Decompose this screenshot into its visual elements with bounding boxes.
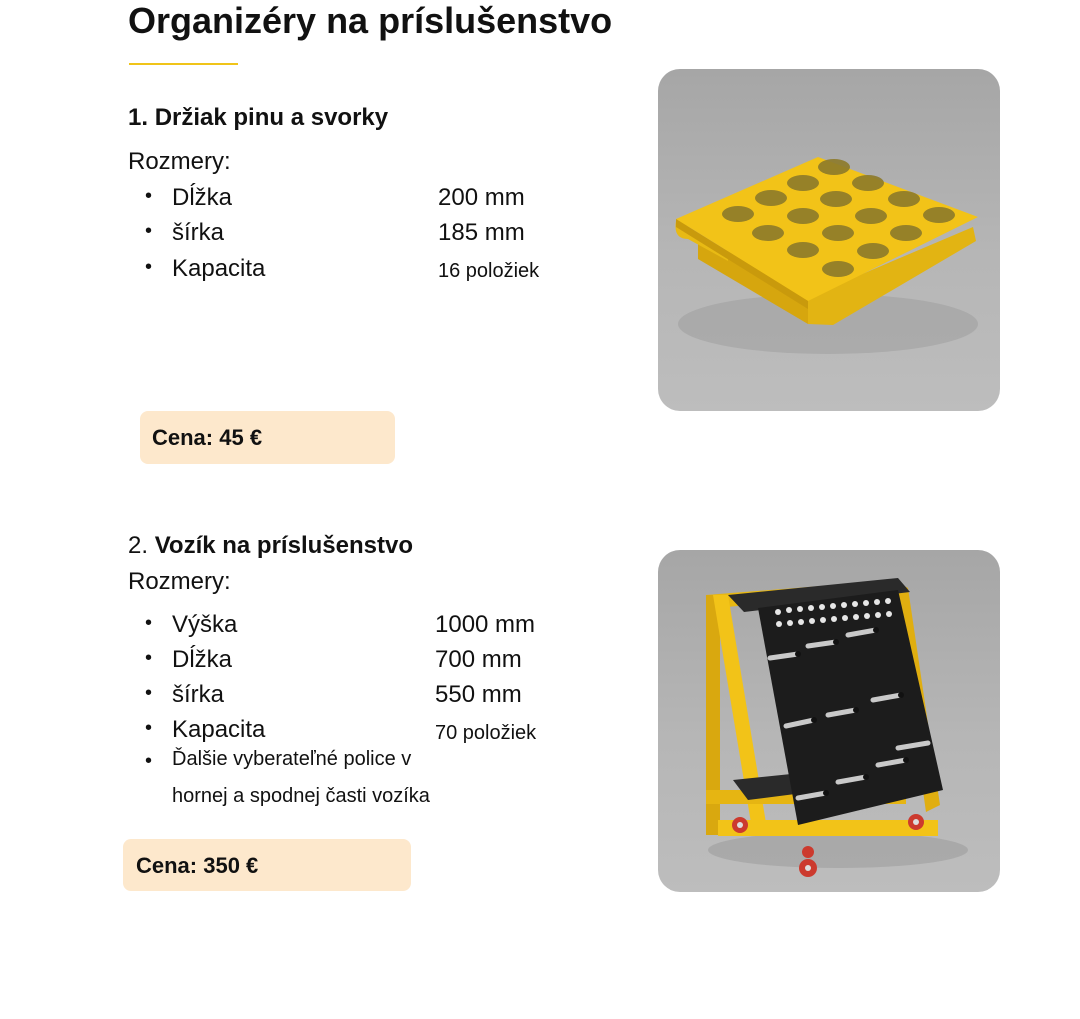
yellow-pin-holder-image	[658, 69, 1000, 411]
bullet-icon: •	[145, 717, 153, 739]
page-title: Organizéry na príslušenstvo	[128, 0, 613, 41]
product-2-extra-line: Ďalšie vyberateľné police v	[172, 748, 412, 770]
product-2-spec-value: 1000 mm	[435, 611, 536, 638]
product-2-spec-label: šírka	[172, 681, 225, 708]
product-2-heading	[128, 531, 413, 561]
product-2-spec-label: Výška	[172, 611, 238, 638]
bullet-icon: •	[145, 647, 153, 669]
bullet-icon: •	[145, 185, 153, 207]
product-2-spec-label: Dĺžka	[172, 646, 233, 673]
bullet-icon: •	[145, 682, 153, 704]
bullet-icon: •	[145, 220, 153, 242]
product-2-name: Vozík na príslušenstvo	[154, 532, 413, 559]
product-2-extra-line: hornej a spodnej časti vozíka	[172, 785, 430, 807]
product-1-name: Držiak pinu a svorky	[154, 104, 389, 131]
product-2-spec-value: 70 položiek	[435, 722, 537, 744]
product-2-dimensions-label: Rozmery:	[128, 568, 231, 595]
product-2-spec-value: 550 mm	[435, 681, 522, 708]
product-1-number: 1.	[128, 104, 155, 131]
product-2-spec-label: Kapacita	[172, 716, 266, 743]
bullet-icon: •	[145, 612, 153, 634]
product-2-number: 2.	[128, 532, 155, 559]
accessory-cart-image	[658, 550, 1000, 892]
product-1-spec-value: 185 mm	[438, 219, 525, 246]
title-underline	[129, 63, 238, 65]
product-1-spec-label: šírka	[172, 219, 225, 246]
product-1-heading	[128, 103, 388, 133]
product-2-spec-value: 700 mm	[435, 646, 522, 673]
product-2-price: Cena: 350 €	[136, 853, 259, 878]
bullet-icon: •	[145, 750, 153, 772]
product-1-spec-label: Kapacita	[172, 255, 266, 282]
product-1-spec-value: 200 mm	[438, 184, 525, 211]
bullet-icon: •	[145, 256, 153, 278]
product-1-spec-value: 16 položiek	[438, 260, 540, 282]
product-1-spec-label: Dĺžka	[172, 184, 233, 211]
product-1-price: Cena: 45 €	[152, 425, 263, 450]
product-1-dimensions-label: Rozmery:	[128, 148, 231, 175]
